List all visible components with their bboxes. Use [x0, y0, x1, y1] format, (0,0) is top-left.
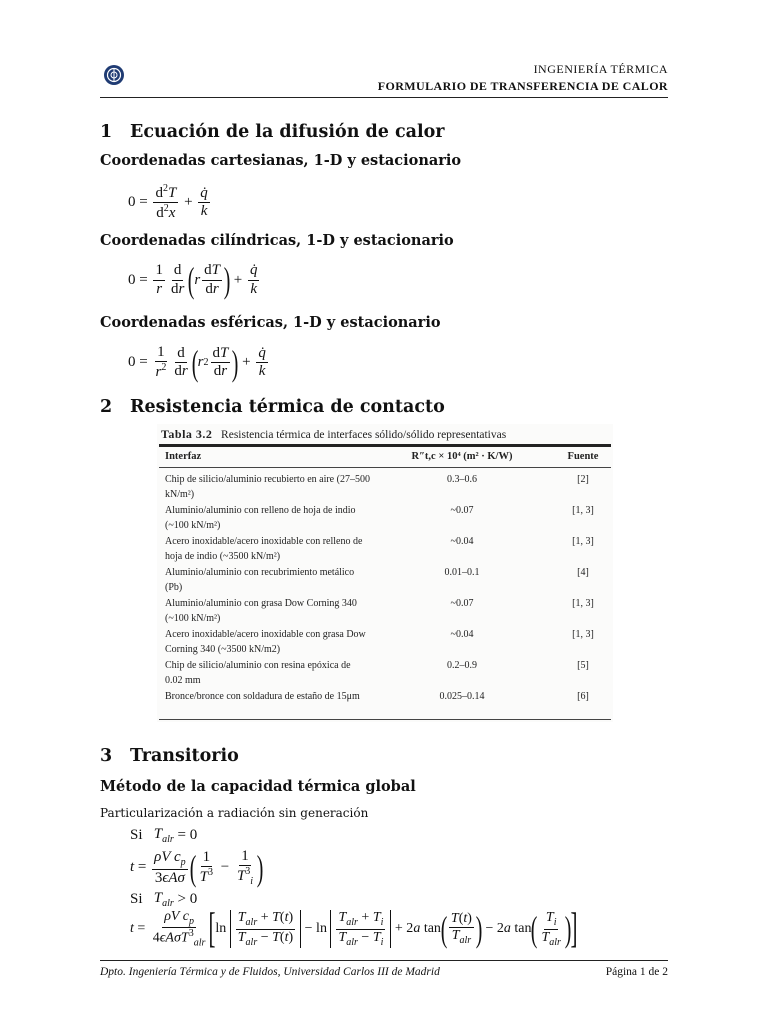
- table-cell-resistance: 0.2–0.9: [447, 660, 477, 671]
- equation-cartesian: 0 = $\frac{d^2T}{d^2x}$ + $\frac{q̇}{k}$: [128, 183, 208, 222]
- table-cell-source: [4]: [577, 567, 589, 578]
- table-cell-interface: Aluminio/aluminio con recubrimiento metálico (Pb): [165, 567, 355, 593]
- equation-talr-positive: t = $\frac{\rho V c_p}{4\epsilon A\sigma T^3_{alr}}$ [ ln $\frac{T_{alr} + T(t)}{T_{alr} - T(t)}$ − ln $\frac{T_{alr} + T_i}{T_{alr} - T_i}$ + 2 a tan ( $\frac{T(t)}{T_{alr}}$ ) − 2 a tan ( $\frac{T_i}{T_{alr}}$ ) ]: [130, 906, 578, 952]
- equation-spherical: 0 = $\frac{1}{r^2}$ $\frac{d}{dr}$ ( r 2 $\frac{dT}{dr}$ ) + $\frac{q̇}{k}$: [128, 342, 266, 383]
- header-title: FORMULARIO DE TRANSFERENCIA DE CALOR: [377, 79, 668, 93]
- table-cell-source: [1, 3]: [572, 536, 594, 547]
- condition-talr-zero: Si $T_{alr}$ = 0: [130, 826, 198, 845]
- university-logo: [103, 64, 125, 86]
- table-cell-interface: Aluminio/aluminio con grasa Dow Corning 340 (~100 kN/m²): [165, 598, 357, 624]
- condition-talr-positive: Si $T_{alr}$ > 0: [130, 890, 198, 909]
- section-2-heading: 2 Resistencia térmica de contacto: [100, 397, 445, 417]
- subsection-cartesian: Coordenadas cartesianas, 1-D y estacionario: [100, 152, 462, 169]
- table-cell-resistance: 0.01–0.1: [444, 567, 480, 578]
- table-caption: Tabla 3.2 Resistencia térmica de interfaces sólido/sólido representativas: [161, 427, 507, 441]
- header-course: INGENIERÍA TÉRMICA: [533, 62, 668, 76]
- subsection-cylindrical: Coordenadas cilíndricas, 1-D y estacionario: [100, 232, 454, 249]
- footer-department: Dpto. Ingeniería Térmica y de Fluidos, Universidad Carlos III de Madrid: [100, 966, 440, 978]
- table-cell-interface: Acero inoxidable/acero inoxidable con grasa Dow Corning 340 (~3500 kN/m2): [165, 629, 366, 655]
- table-cell-source: [1, 3]: [572, 629, 594, 640]
- table-cell-resistance: 0.025–0.14: [439, 691, 485, 702]
- section-1-heading: 1 Ecuación de la difusión de calor: [100, 122, 445, 142]
- table-cell-source: [1, 3]: [572, 505, 594, 516]
- table-cell-source: [2]: [577, 474, 589, 485]
- table-cell-resistance: ~0.07: [450, 505, 474, 516]
- table-cell-source: [1, 3]: [572, 598, 594, 609]
- table-header-source: Fuente: [567, 451, 599, 462]
- table-cell-interface: Acero inoxidable/acero inoxidable con relleno de hoja de indio (~3500 kN/m²): [165, 536, 363, 562]
- table-cell-source: [6]: [577, 691, 589, 702]
- contact-resistance-table: [157, 424, 613, 722]
- subsection-radiation: Particularización a radiación sin generación: [100, 806, 369, 820]
- table-cell-interface: Chip de silicio/aluminio recubierto en aire (27–500 kN/m²): [165, 474, 370, 500]
- table-cell-resistance: ~0.04: [450, 629, 474, 640]
- table-cell-interface: Bronce/bronce con soldadura de estaño de 15μm: [165, 691, 360, 702]
- table-top-rule: [159, 444, 611, 447]
- footer-rule: [100, 960, 668, 961]
- table-bottom-rule: [159, 719, 611, 720]
- table-cell-resistance: ~0.07: [450, 598, 474, 609]
- table-cell-resistance: 0.3–0.6: [447, 474, 477, 485]
- section-3-heading: 3 Transitorio: [100, 746, 239, 766]
- equation-talr-zero: t = $\frac{\rho V c_p}{\text{3ϵAσ}}$ ( $\frac{1}{T^3}$ − $\frac{1}{T^3_i}$ ): [130, 847, 264, 888]
- table-cell-resistance: ~0.04: [450, 536, 474, 547]
- table-cell-interface: Chip de silicio/aluminio con resina epóxica de 0.02 mm: [165, 660, 351, 686]
- table-header-resistance: R″t,c × 10⁴ (m² · K/W): [411, 451, 513, 462]
- subsection-spherical: Coordenadas esféricas, 1-D y estacionario: [100, 314, 441, 331]
- equation-cylindrical: 0 = $\frac{1}{r}$ $\frac{d}{dr}$ ( r $\frac{dT}{dr}$ ) + $\frac{q̇}{k}$: [128, 260, 258, 300]
- table-header-rule: [159, 467, 611, 468]
- footer-page-number: Página 1 de 2: [605, 966, 668, 978]
- header-rule: [100, 97, 668, 98]
- table-cell-source: [5]: [577, 660, 589, 671]
- subsection-lumped: Método de la capacidad térmica global: [100, 778, 416, 795]
- table-cell-interface: Aluminio/aluminio con relleno de hoja de indio (~100 kN/m²): [165, 505, 356, 531]
- table-header-interface: Interfaz: [165, 451, 202, 462]
